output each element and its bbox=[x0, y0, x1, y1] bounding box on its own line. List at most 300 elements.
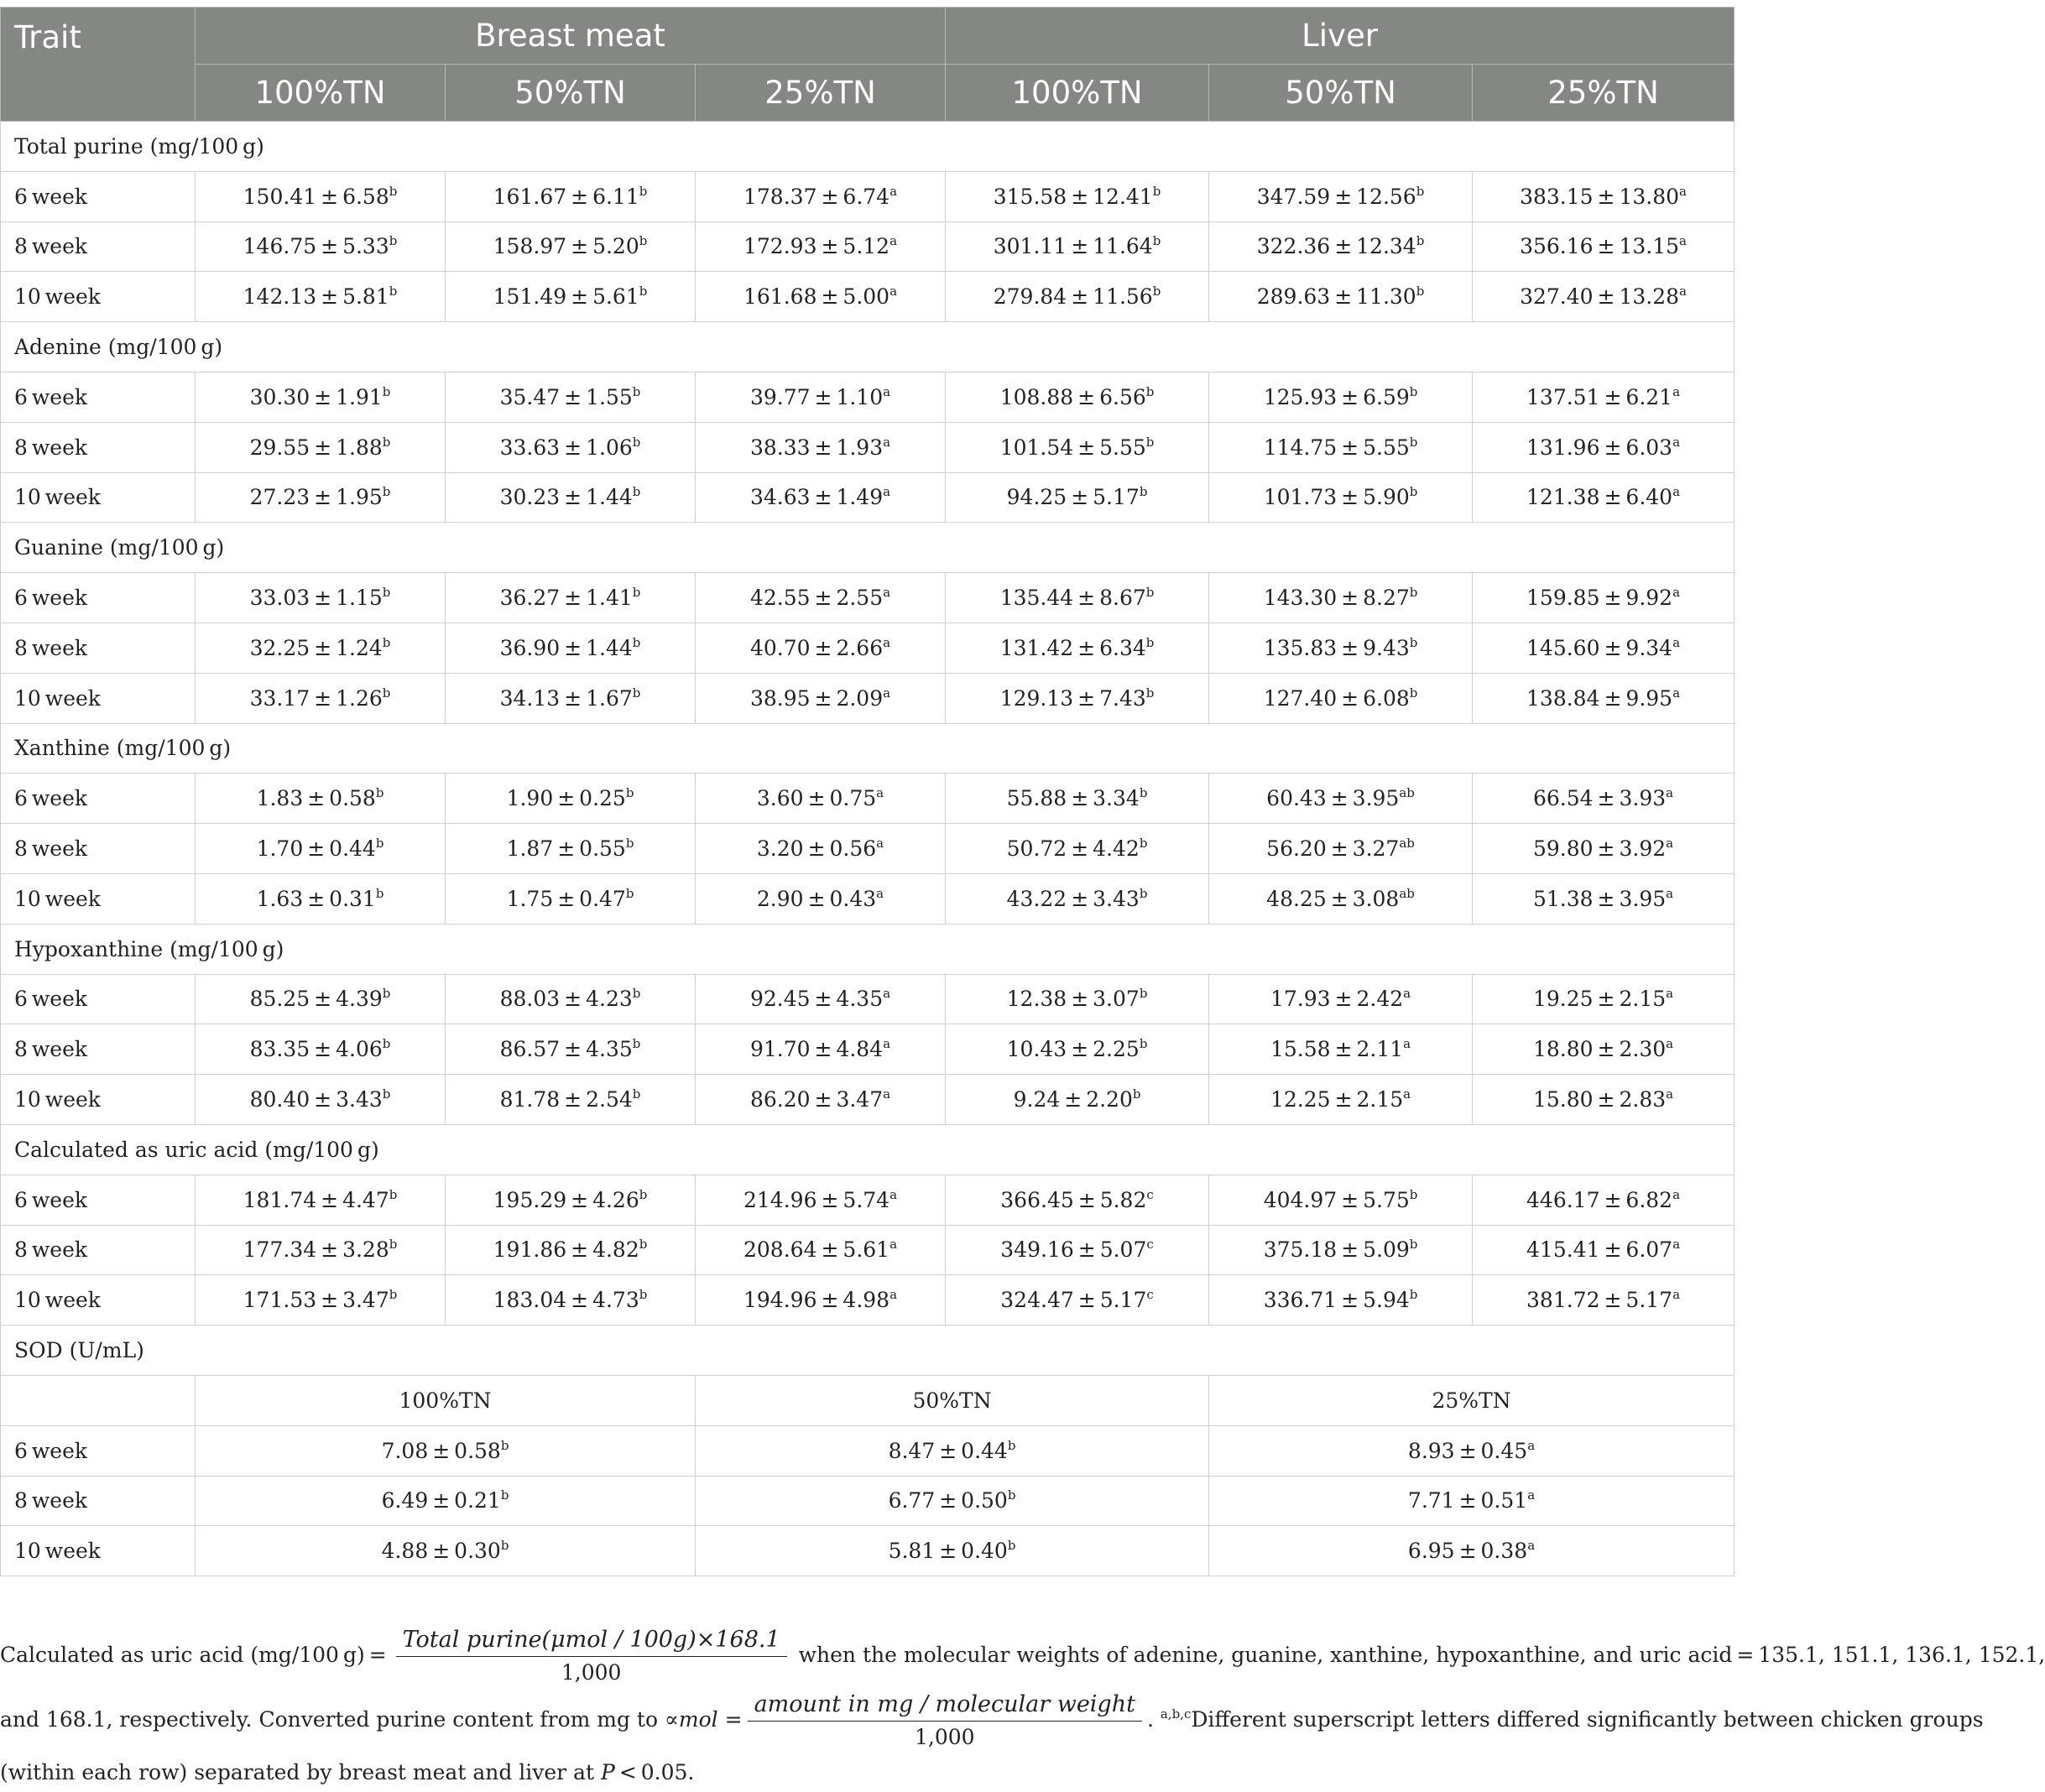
equals-sign: = bbox=[724, 1707, 743, 1732]
footnote bbox=[0, 1624, 2045, 1792]
cell-value: 208.64 ± 5.61 bbox=[743, 1237, 890, 1263]
table-cell bbox=[946, 221, 1209, 272]
table-cell bbox=[1473, 422, 1735, 472]
cell-superscript: a bbox=[1666, 1036, 1674, 1052]
table-row bbox=[1, 974, 1735, 1024]
cell-superscript: a bbox=[889, 284, 898, 300]
table-cell bbox=[1209, 422, 1473, 472]
cell-superscript: ab bbox=[1399, 885, 1415, 901]
cell-superscript: b bbox=[1409, 685, 1418, 701]
table-cell bbox=[446, 372, 696, 422]
cell-value: 7.08 ± 0.58 bbox=[381, 1438, 501, 1463]
cell-superscript: b bbox=[1139, 484, 1148, 500]
footnote-line-2: and 168.1, respectively. Converted purine content from mg to ∝mol = $\frac{\text{amount in mg / molecular weight}}{1,000}$ . $^{a,b,c}$Different superscript letters differed significantly between chicken groups bbox=[0, 1689, 1729, 1753]
footnote-line-1 bbox=[0, 1624, 2045, 1689]
cell-superscript: a bbox=[1672, 585, 1681, 601]
cell-value: 289.63 ± 11.30 bbox=[1256, 284, 1416, 310]
cell-value: 8.93 ± 0.45 bbox=[1407, 1438, 1528, 1463]
cell-value: 30.30 ± 1.91 bbox=[249, 384, 383, 409]
cell-superscript: b bbox=[1007, 1437, 1016, 1453]
table-cell bbox=[696, 472, 946, 523]
table-cell bbox=[1473, 1225, 1735, 1275]
footnote-mw-text: when the molecular weights of adenine, guanine, xanthine, hypoxanthine, and uric acid = 135.1, 151.1, 136.1, 152.1, bbox=[798, 1643, 2045, 1667]
table-cell bbox=[696, 372, 946, 422]
cell-value: 39.77 ± 1.10 bbox=[749, 384, 884, 409]
table-cell bbox=[196, 1225, 446, 1275]
cell-value: 127.40 ± 6.08 bbox=[1263, 685, 1410, 711]
table-cell bbox=[1209, 873, 1473, 924]
cell-superscript: b bbox=[1409, 1237, 1418, 1253]
cell-value: 36.90 ± 1.44 bbox=[499, 635, 633, 660]
section-header-row bbox=[1, 122, 1735, 172]
header-trait: Trait bbox=[1, 8, 196, 122]
cell-value: 324.47 ± 5.17 bbox=[1000, 1288, 1147, 1313]
cell-superscript: a bbox=[876, 885, 884, 901]
cell-value: 36.27 ± 1.41 bbox=[499, 586, 633, 611]
cell-value: 1.75 ± 0.47 bbox=[506, 886, 626, 911]
table-cell bbox=[1209, 171, 1473, 221]
row-label: 8 week bbox=[1, 221, 196, 272]
significance-text: Different superscript letters differed significantly between chicken groups bbox=[1191, 1707, 1984, 1732]
cell-superscript: a bbox=[1666, 1086, 1674, 1102]
cell-superscript: a bbox=[876, 785, 884, 801]
cell-value: 151.49 ± 5.61 bbox=[493, 284, 639, 310]
section-label: Hypoxanthine (mg/100 g) bbox=[1, 924, 1735, 974]
cell-superscript: b bbox=[639, 183, 648, 199]
cell-superscript: b bbox=[500, 1538, 509, 1554]
cell-superscript: b bbox=[639, 233, 648, 249]
table-cell bbox=[946, 974, 1209, 1024]
cell-superscript: a bbox=[1672, 685, 1681, 701]
table-cell bbox=[446, 1024, 696, 1075]
header-col: 25%TN bbox=[696, 65, 946, 122]
cell-superscript: b bbox=[639, 1186, 648, 1202]
cell-superscript: a bbox=[1679, 233, 1687, 249]
table-row bbox=[1, 422, 1735, 472]
cell-superscript: b bbox=[382, 484, 391, 500]
table-cell bbox=[1473, 873, 1735, 924]
cell-superscript: a bbox=[1403, 1086, 1411, 1102]
table-cell bbox=[196, 824, 446, 874]
cell-value: 415.41 ± 6.07 bbox=[1526, 1237, 1673, 1263]
cell-value: 50.72 ± 4.42 bbox=[1006, 836, 1140, 862]
cell-value: 42.55 ± 2.55 bbox=[749, 586, 884, 611]
cell-superscript: b bbox=[632, 1086, 641, 1102]
table-cell bbox=[696, 623, 946, 673]
cell-value: 172.93 ± 5.12 bbox=[743, 234, 890, 259]
table-row bbox=[1, 873, 1735, 924]
table-cell bbox=[196, 673, 446, 723]
cell-value: 161.68 ± 5.00 bbox=[743, 284, 890, 310]
cell-value: 35.47 ± 1.55 bbox=[499, 384, 633, 409]
cell-value: 19.25 ± 2.15 bbox=[1532, 987, 1667, 1012]
cell-superscript: b bbox=[1145, 685, 1155, 701]
table-cell bbox=[196, 422, 446, 472]
cell-superscript: b bbox=[375, 836, 384, 852]
cell-superscript: b bbox=[382, 634, 391, 650]
cell-value: 32.25 ± 1.24 bbox=[249, 635, 383, 660]
cell-value: 137.51 ± 6.21 bbox=[1526, 384, 1673, 409]
cell-value: 143.30 ± 8.27 bbox=[1263, 586, 1410, 611]
row-label: 6 week bbox=[1, 372, 196, 422]
table-cell bbox=[1209, 573, 1473, 623]
cell-superscript: b bbox=[1007, 1487, 1016, 1503]
cell-superscript: a bbox=[1403, 986, 1411, 1002]
cell-superscript: a bbox=[1672, 1287, 1681, 1303]
cell-value: 177.34 ± 3.28 bbox=[243, 1237, 389, 1263]
cell-value: 4.88 ± 0.30 bbox=[381, 1539, 501, 1564]
sod-header-row bbox=[1, 1375, 1735, 1425]
cell-superscript: a bbox=[883, 986, 891, 1002]
cell-value: 12.25 ± 2.15 bbox=[1270, 1087, 1404, 1112]
cell-value: 15.80 ± 2.83 bbox=[1532, 1087, 1667, 1112]
cell-value: 135.44 ± 8.67 bbox=[999, 586, 1146, 611]
table-cell bbox=[1473, 824, 1735, 874]
cell-superscript: b bbox=[382, 1086, 391, 1102]
cell-value: 121.38 ± 6.40 bbox=[1526, 485, 1673, 510]
table-row bbox=[1, 673, 1735, 723]
table-row bbox=[1, 1225, 1735, 1275]
table-cell bbox=[446, 1175, 696, 1225]
cell-superscript: b bbox=[632, 634, 641, 650]
cell-superscript: b bbox=[1139, 986, 1148, 1002]
cell-value: 322.36 ± 12.34 bbox=[1256, 234, 1416, 259]
table-cell bbox=[696, 221, 946, 272]
table-cell bbox=[1209, 472, 1473, 523]
row-label: 10 week bbox=[1, 1275, 196, 1326]
table-cell bbox=[1473, 272, 1735, 322]
section-label: Xanthine (mg/100 g) bbox=[1, 723, 1735, 774]
row-label: 8 week bbox=[1, 422, 196, 472]
row-label: 6 week bbox=[1, 171, 196, 221]
cell-value: 375.18 ± 5.09 bbox=[1263, 1237, 1410, 1263]
cell-superscript: b bbox=[639, 1237, 648, 1253]
cell-value: 80.40 ± 3.43 bbox=[249, 1087, 383, 1112]
cell-value: 59.80 ± 3.92 bbox=[1532, 836, 1667, 862]
cell-superscript: c bbox=[1146, 1186, 1154, 1202]
cell-superscript: b bbox=[389, 1237, 398, 1253]
p-symbol: P bbox=[601, 1760, 615, 1784]
table-cell bbox=[1209, 1476, 1735, 1526]
cell-superscript: b bbox=[1152, 183, 1161, 199]
table-cell bbox=[1473, 974, 1735, 1024]
table-row bbox=[1, 1275, 1735, 1326]
cell-superscript: a bbox=[889, 233, 898, 249]
table-row bbox=[1, 472, 1735, 523]
table-cell bbox=[696, 422, 946, 472]
table-cell bbox=[1473, 573, 1735, 623]
table-cell bbox=[946, 1225, 1209, 1275]
cell-superscript: ab bbox=[1399, 836, 1415, 852]
row-label: 10 week bbox=[1, 1526, 196, 1576]
table-cell bbox=[446, 623, 696, 673]
cell-value: 33.63 ± 1.06 bbox=[499, 435, 633, 460]
sod-column-header: 50%TN bbox=[696, 1375, 1209, 1425]
table-cell bbox=[1473, 1275, 1735, 1326]
table-cell bbox=[946, 1024, 1209, 1075]
cell-superscript: b bbox=[1132, 1086, 1141, 1102]
cell-superscript: a bbox=[1527, 1487, 1536, 1503]
cell-value: 9.24 ± 2.20 bbox=[1013, 1087, 1133, 1112]
cell-value: 18.80 ± 2.30 bbox=[1532, 1037, 1667, 1062]
cell-superscript: b bbox=[1139, 785, 1148, 801]
cell-value: 8.47 ± 0.44 bbox=[888, 1438, 1008, 1463]
row-label: 10 week bbox=[1, 873, 196, 924]
cell-value: 194.96 ± 4.98 bbox=[743, 1288, 890, 1313]
cell-superscript: b bbox=[382, 585, 391, 601]
cell-superscript: b bbox=[632, 585, 641, 601]
cell-value: 158.97 ± 5.20 bbox=[493, 234, 639, 259]
conversion-formula bbox=[748, 1689, 1142, 1753]
row-label: 6 week bbox=[1, 1425, 196, 1476]
cell-value: 327.40 ± 13.28 bbox=[1520, 284, 1680, 310]
table-cell bbox=[446, 1225, 696, 1275]
section-header-row bbox=[1, 1124, 1735, 1175]
formula-denominator: 1,000 bbox=[561, 1660, 622, 1685]
cell-value: 181.74 ± 4.47 bbox=[243, 1187, 389, 1212]
cell-superscript: b bbox=[389, 183, 398, 199]
cell-value: 83.35 ± 4.06 bbox=[249, 1037, 383, 1062]
cell-superscript: a bbox=[1672, 1237, 1681, 1253]
table-row bbox=[1, 1476, 1735, 1526]
cell-superscript: b bbox=[382, 1036, 391, 1052]
table-cell bbox=[1473, 1175, 1735, 1225]
cell-value: 101.54 ± 5.55 bbox=[999, 435, 1146, 460]
significance-marks: a,b,c bbox=[1160, 1706, 1192, 1722]
cell-superscript: a bbox=[883, 685, 891, 701]
cell-value: 1.90 ± 0.25 bbox=[506, 786, 626, 811]
table-cell bbox=[1473, 171, 1735, 221]
table-cell bbox=[1473, 1075, 1735, 1125]
table-cell bbox=[1209, 673, 1473, 723]
cell-value: 347.59 ± 12.56 bbox=[1256, 184, 1416, 209]
table-cell bbox=[696, 1225, 946, 1275]
table-cell bbox=[196, 1075, 446, 1125]
table-cell bbox=[696, 1425, 1209, 1476]
cell-value: 2.90 ± 0.43 bbox=[756, 886, 877, 911]
header-col: 50%TN bbox=[446, 65, 696, 122]
cell-value: 38.95 ± 2.09 bbox=[749, 685, 884, 711]
sod-column-header: 100%TN bbox=[196, 1375, 696, 1425]
table-cell bbox=[696, 171, 946, 221]
cell-superscript: b bbox=[1152, 284, 1161, 300]
table-cell bbox=[946, 623, 1209, 673]
cell-value: 383.15 ± 13.80 bbox=[1520, 184, 1680, 209]
table-row bbox=[1, 623, 1735, 673]
formula-numerator: Total purine(μmol / 100g)×168.1 bbox=[396, 1624, 787, 1657]
table-cell bbox=[946, 573, 1209, 623]
table-cell bbox=[446, 171, 696, 221]
cell-superscript: a bbox=[883, 434, 891, 450]
table-cell bbox=[946, 824, 1209, 874]
cell-superscript: b bbox=[1139, 1036, 1148, 1052]
cell-superscript: b bbox=[632, 1036, 641, 1052]
cell-value: 183.04 ± 4.73 bbox=[493, 1288, 639, 1313]
cell-superscript: a bbox=[876, 836, 884, 852]
table-cell bbox=[946, 673, 1209, 723]
cell-superscript: a bbox=[1672, 484, 1681, 500]
footnote-uric-prefix: Calculated as uric acid (mg/100 g) = bbox=[0, 1643, 391, 1667]
cell-superscript: b bbox=[382, 434, 391, 450]
cell-superscript: b bbox=[1139, 836, 1148, 852]
cell-superscript: b bbox=[1152, 233, 1161, 249]
cell-value: 6.49 ± 0.21 bbox=[381, 1488, 501, 1513]
header-group-liver: Liver bbox=[946, 8, 1735, 65]
table-cell bbox=[446, 873, 696, 924]
cell-superscript: b bbox=[1409, 1287, 1418, 1303]
cell-superscript: a bbox=[1666, 836, 1674, 852]
cell-superscript: b bbox=[375, 885, 384, 901]
cell-superscript: a bbox=[883, 484, 891, 500]
cell-value: 1.87 ± 0.55 bbox=[506, 836, 626, 862]
table-cell bbox=[1473, 472, 1735, 523]
uric-acid-formula bbox=[396, 1624, 787, 1689]
cell-superscript: b bbox=[632, 383, 641, 399]
row-label: 8 week bbox=[1, 824, 196, 874]
cell-superscript: b bbox=[1416, 183, 1425, 199]
table-cell bbox=[1209, 774, 1473, 824]
cell-value: 86.57 ± 4.35 bbox=[499, 1037, 633, 1062]
table-cell bbox=[196, 472, 446, 523]
section-label: Calculated as uric acid (mg/100 g) bbox=[1, 1124, 1735, 1175]
cell-superscript: a bbox=[1679, 284, 1687, 300]
cell-superscript: a bbox=[889, 1237, 898, 1253]
row-label: 10 week bbox=[1, 272, 196, 322]
cell-value: 349.16 ± 5.07 bbox=[1000, 1237, 1147, 1263]
cell-value: 191.86 ± 4.82 bbox=[493, 1237, 639, 1263]
section-label: Adenine (mg/100 g) bbox=[1, 322, 1735, 372]
cell-superscript: b bbox=[625, 885, 634, 901]
table-cell bbox=[446, 422, 696, 472]
table-row bbox=[1, 824, 1735, 874]
cell-value: 142.13 ± 5.81 bbox=[243, 284, 389, 310]
table-body bbox=[1, 122, 1735, 1576]
cell-superscript: b bbox=[1409, 585, 1418, 601]
cell-value: 27.23 ± 1.95 bbox=[249, 485, 383, 510]
table-cell bbox=[696, 1476, 1209, 1526]
cell-value: 3.20 ± 0.56 bbox=[756, 836, 877, 862]
cell-superscript: b bbox=[1409, 1186, 1418, 1202]
cell-value: 131.42 ± 6.34 bbox=[999, 635, 1146, 660]
table-row bbox=[1, 1024, 1735, 1075]
table-cell bbox=[1209, 272, 1473, 322]
table-row bbox=[1, 1175, 1735, 1225]
cell-superscript: b bbox=[632, 484, 641, 500]
table-row bbox=[1, 1425, 1735, 1476]
table-row bbox=[1, 272, 1735, 322]
cell-superscript: b bbox=[625, 836, 634, 852]
table-row bbox=[1, 774, 1735, 824]
cell-value: 7.71 ± 0.51 bbox=[1407, 1488, 1528, 1513]
table-cell bbox=[196, 372, 446, 422]
table-cell bbox=[196, 1175, 446, 1225]
cell-superscript: a bbox=[1666, 885, 1674, 901]
table-cell bbox=[696, 774, 946, 824]
cell-value: 404.97 ± 5.75 bbox=[1263, 1187, 1410, 1212]
cell-superscript: a bbox=[1527, 1437, 1536, 1453]
sod-empty-cell bbox=[1, 1375, 196, 1425]
row-label: 6 week bbox=[1, 573, 196, 623]
cell-superscript: b bbox=[1145, 634, 1155, 650]
cell-superscript: a bbox=[889, 183, 898, 199]
table-row bbox=[1, 573, 1735, 623]
cell-value: 138.84 ± 9.95 bbox=[1526, 685, 1673, 711]
cell-value: 85.25 ± 4.39 bbox=[249, 987, 383, 1012]
cell-superscript: b bbox=[382, 383, 391, 399]
table-cell bbox=[446, 974, 696, 1024]
table-cell bbox=[196, 974, 446, 1024]
cell-superscript: c bbox=[1146, 1237, 1154, 1253]
cell-value: 38.33 ± 1.93 bbox=[749, 435, 884, 460]
row-label: 8 week bbox=[1, 623, 196, 673]
cell-superscript: b bbox=[375, 785, 384, 801]
cell-superscript: a bbox=[1672, 1186, 1681, 1202]
table-cell bbox=[446, 272, 696, 322]
cell-superscript: a bbox=[1527, 1538, 1536, 1554]
cell-value: 30.23 ± 1.44 bbox=[499, 485, 633, 510]
cell-value: 17.93 ± 2.42 bbox=[1270, 987, 1404, 1012]
cell-value: 34.63 ± 1.49 bbox=[749, 485, 884, 510]
cell-value: 5.81 ± 0.40 bbox=[888, 1539, 1008, 1564]
cell-superscript: a bbox=[1672, 383, 1681, 399]
cell-superscript: a bbox=[883, 1086, 891, 1102]
table-cell bbox=[946, 472, 1209, 523]
table-cell bbox=[196, 1476, 696, 1526]
cell-value: 101.73 ± 5.90 bbox=[1263, 485, 1410, 510]
table-cell bbox=[446, 824, 696, 874]
header-col: 100%TN bbox=[196, 65, 446, 122]
cell-superscript: c bbox=[1146, 1287, 1154, 1303]
table-cell bbox=[1473, 774, 1735, 824]
cell-superscript: a bbox=[1672, 434, 1681, 450]
table-row bbox=[1, 1075, 1735, 1125]
cell-value: 195.29 ± 4.26 bbox=[493, 1187, 639, 1212]
cell-value: 34.13 ± 1.67 bbox=[499, 685, 633, 711]
cell-superscript: a bbox=[889, 1186, 898, 1202]
table-cell bbox=[196, 272, 446, 322]
conversion-denominator: 1,000 bbox=[914, 1725, 975, 1749]
header-group-breast-meat: Breast meat bbox=[196, 8, 946, 65]
cell-superscript: b bbox=[389, 284, 398, 300]
table-cell bbox=[696, 673, 946, 723]
table-cell bbox=[696, 1024, 946, 1075]
table-cell bbox=[196, 623, 446, 673]
table-cell bbox=[1473, 1024, 1735, 1075]
section-label: Guanine (mg/100 g) bbox=[1, 523, 1735, 573]
table-cell bbox=[196, 873, 446, 924]
row-label: 6 week bbox=[1, 1175, 196, 1225]
cell-value: 66.54 ± 3.93 bbox=[1532, 786, 1667, 811]
section-label: Total purine (mg/100 g) bbox=[1, 122, 1735, 172]
table-cell bbox=[946, 422, 1209, 472]
table-cell bbox=[446, 573, 696, 623]
purine-table bbox=[0, 7, 1735, 1576]
cell-value: 55.88 ± 3.34 bbox=[1006, 786, 1140, 811]
cell-value: 161.67 ± 6.11 bbox=[493, 184, 639, 209]
cell-superscript: b bbox=[1007, 1538, 1016, 1554]
table-cell bbox=[696, 1526, 1209, 1576]
table-cell bbox=[696, 1275, 946, 1326]
table-cell bbox=[1209, 1425, 1735, 1476]
cell-value: 12.38 ± 3.07 bbox=[1006, 987, 1140, 1012]
cell-superscript: b bbox=[1145, 585, 1155, 601]
table-cell bbox=[696, 272, 946, 322]
section-header-row bbox=[1, 924, 1735, 974]
row-label: 8 week bbox=[1, 1225, 196, 1275]
section-header-row bbox=[1, 723, 1735, 774]
table-cell bbox=[196, 171, 446, 221]
table-cell bbox=[446, 774, 696, 824]
